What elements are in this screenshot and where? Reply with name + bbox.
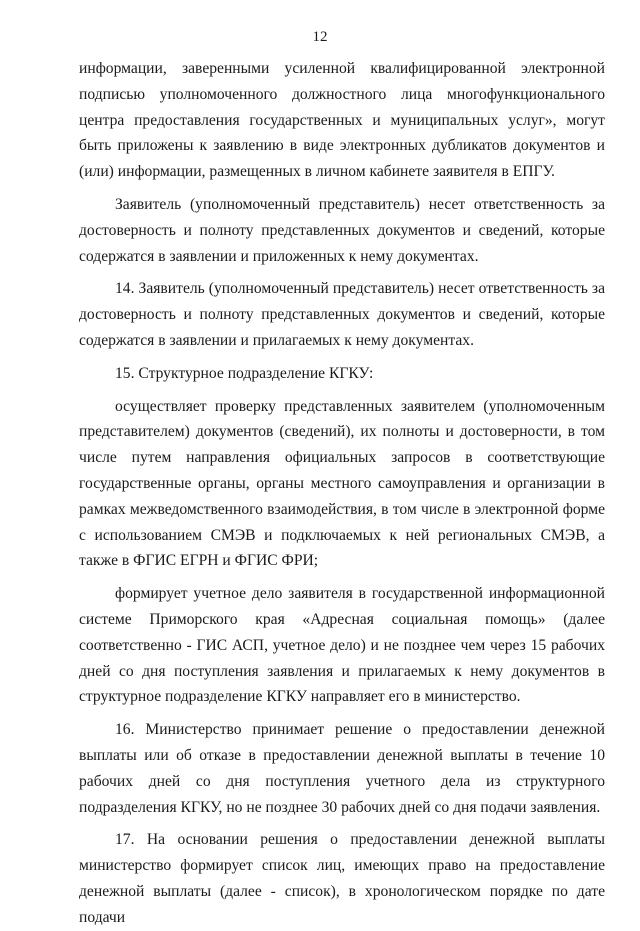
paragraph-15-case-file: формирует учетное дело заявителя в государственной информационной системе Приморского края «Адресная социальная помощь» (далее соответственно - ГИС АСП, учетное дело) и не позднее чем через 15 рабочих дней со дня поступления заявления и прилагаемых к нему документов в структурное подразделение КГКУ направляет его в министерство. <box>79 585 605 706</box>
paragraph-applicant-responsibility: Заявитель (уполномоченный представитель) несет ответственность за достоверность и полноту представленных документов и сведений, которые содержатся в заявлении и приложенных к нему документах. <box>79 195 605 265</box>
paragraph-16: 16. Министерство принимает решение о предоставлении денежной выплаты или об отказе в предоставлении денежной выплаты в течение 10 рабочих дней со дня поступления учетного дела из структурного подразделения КГКУ, но не позднее 30 рабочих дней со дня подачи заявления. <box>79 721 605 816</box>
document-body <box>79 56 605 931</box>
paragraph-15-verification: осуществляет проверку представленных заявителем (уполномоченным представителем) документов (сведений), их полноты и достоверности, в том числе путем направления официальных запросов в соответствующие государственные органы, органы местного самоуправления и организации в рамках межведомственного взаимодействия, в том числе в электронной форме с использованием СМЭВ и подключаемых к ней региональных СМЭВ, а также в ФГИС ЕГРН и ФГИС ФРИ; <box>79 397 605 570</box>
paragraph-continuation: информации, заверенными усиленной квалифицированной электронной подписью уполномоченного должностного лица многофункционального центра предоставления государственных и муниципальных услуг», могут быть приложены к заявлению в виде электронных дубликатов документов и (или) информации, размещенных в личном кабинете заявителя в ЕПГУ. <box>79 60 605 181</box>
paragraph-15-heading: 15. Структурное подразделение КГКУ: <box>115 364 374 382</box>
page-number: 12 <box>312 29 328 45</box>
paragraph-14: 14. Заявитель (уполномоченный представитель) несет ответственность за достоверность и полноту представленных документов и сведений, которые содержатся в заявлении и прилагаемых к нему документах. <box>79 280 605 349</box>
paragraph-17: 17. На основании решения о предоставлении денежной выплаты министерство формирует список лиц, имеющих право на предоставление денежной выплаты (далее - список), в хронологическом порядке по дате подачи <box>79 831 605 926</box>
